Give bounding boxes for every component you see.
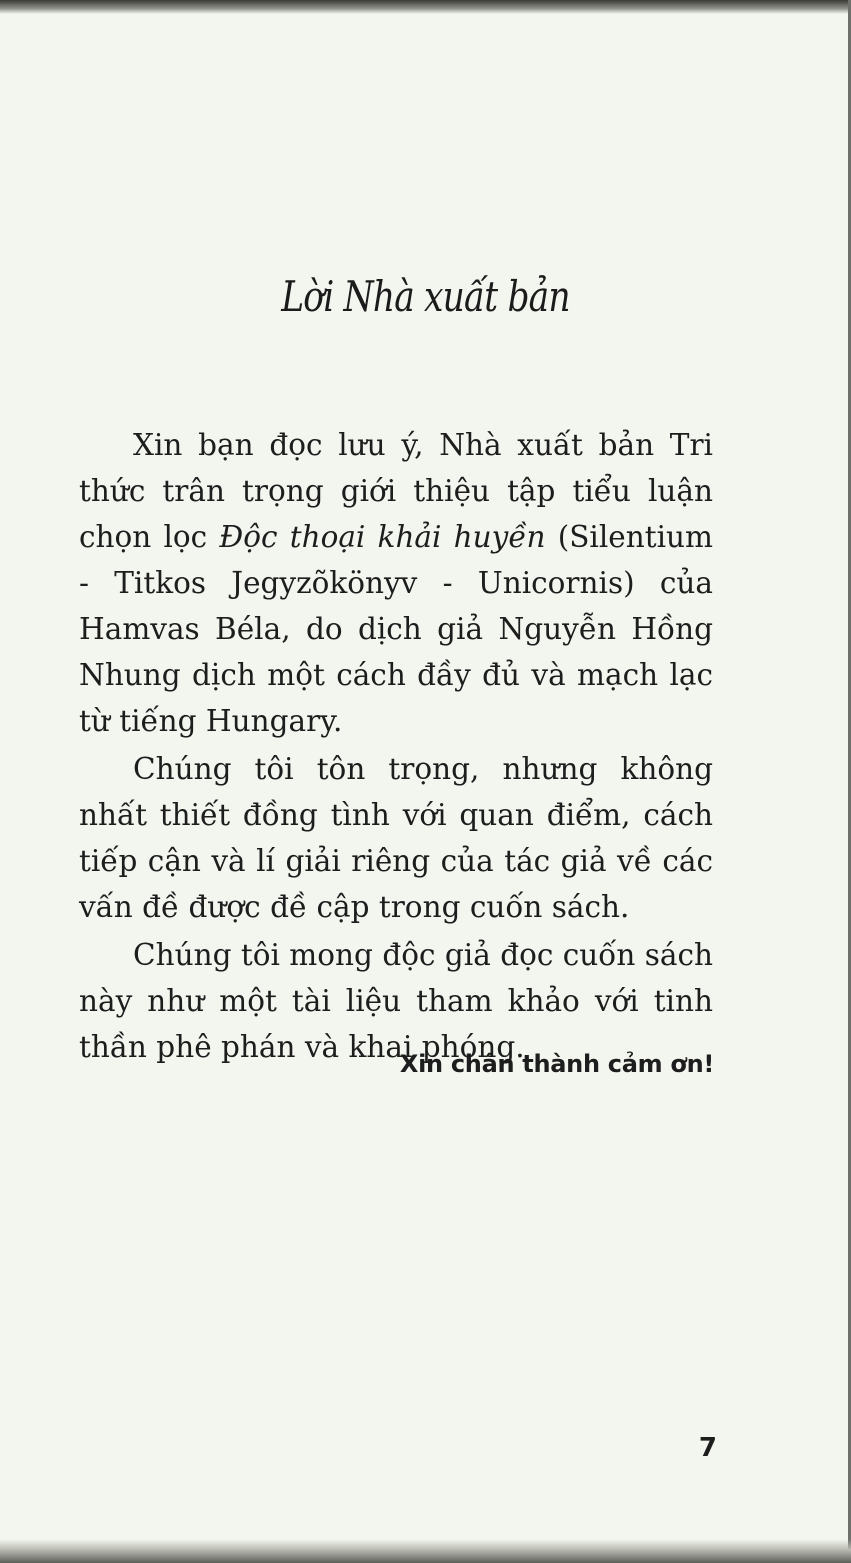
page-title: Lời Nhà xuất bản [281, 272, 570, 321]
paragraph-1-rest: (Silentium - Titkos Jegyzõkönyv - Unicornis) của Hamvas Béla, do dịch giả Nguyễn Hồng Nhung dịch một cách đầy đủ và mạch lạc từ tiếng Hungary. [79, 520, 713, 738]
page-bottom-edge [0, 1539, 851, 1563]
paragraph-3: Chúng tôi mong độc giả đọc cuốn sách này như một tài liệu tham khảo với tinh thần phê phán và khai phóng. [79, 938, 713, 1064]
book-title: Độc thoại khải huyền [219, 520, 546, 554]
page-top-edge [0, 0, 851, 14]
signoff: Xin chân thành cảm ơn! [399, 1050, 714, 1078]
paragraph-1-lead: Xin bạn đọc lưu ý, Nhà xuất bản Tri thức trân trọng giới thiệu tập tiểu luận chọn lọc [79, 428, 713, 554]
publisher-note-body [79, 422, 713, 1072]
paragraph-1 [79, 422, 713, 744]
page-number: 7 [698, 1433, 717, 1463]
paragraph-2: Chúng tôi tôn trọng, nhưng không nhất thiết đồng tình với quan điểm, cách tiếp cận và lí giải riêng của tác giả về các vấn đề được đề cập trong cuốn sách. [79, 752, 713, 924]
